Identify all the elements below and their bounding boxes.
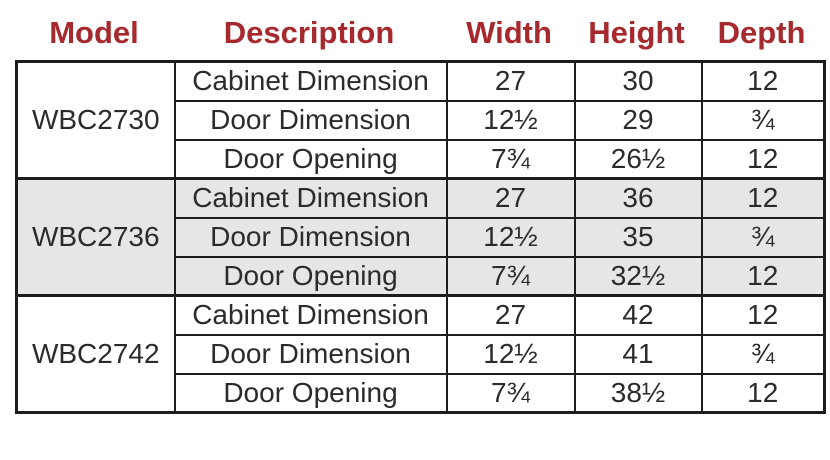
depth-cell: ¾ (702, 335, 825, 374)
model-cell: WBC2730 (17, 62, 175, 179)
height-cell: 29 (575, 101, 702, 140)
width-cell: 27 (447, 296, 575, 335)
column-header-description: Description (223, 15, 395, 50)
width-cell: 7¾ (447, 257, 575, 296)
depth-cell: 12 (702, 374, 825, 413)
column-header-depth: Depth (717, 15, 806, 50)
description-cell: Cabinet Dimension (175, 62, 447, 101)
width-cell: 7¾ (447, 374, 575, 413)
depth-cell: 12 (702, 296, 825, 335)
column-header-model: Model (49, 15, 139, 50)
description-cell: Door Opening (175, 257, 447, 296)
description-cell: Door Dimension (175, 218, 447, 257)
width-cell: 27 (447, 179, 575, 218)
width-cell: 12½ (447, 218, 575, 257)
width-cell: 27 (447, 62, 575, 101)
height-cell: 36 (575, 179, 702, 218)
width-cell: 12½ (447, 101, 575, 140)
table-row (17, 62, 825, 101)
description-cell: Door Opening (175, 374, 447, 413)
table-row (17, 179, 825, 218)
column-header-width: Width (466, 15, 552, 50)
width-cell: 7¾ (447, 140, 575, 179)
cabinet-spec-table (15, 60, 826, 414)
description-cell: Door Dimension (175, 335, 447, 374)
depth-cell: 12 (702, 62, 825, 101)
depth-cell: 12 (702, 140, 825, 179)
model-cell: WBC2742 (17, 296, 175, 413)
height-cell: 26½ (575, 140, 702, 179)
description-cell: Cabinet Dimension (175, 179, 447, 218)
description-cell: Door Dimension (175, 101, 447, 140)
model-group-wbc2730 (17, 62, 825, 179)
model-group-wbc2742 (17, 296, 825, 413)
height-cell: 32½ (575, 257, 702, 296)
table-header (15, 0, 823, 60)
height-cell: 41 (575, 335, 702, 374)
description-cell: Cabinet Dimension (175, 296, 447, 335)
column-header-height: Height (588, 15, 685, 50)
height-cell: 42 (575, 296, 702, 335)
width-cell: 12½ (447, 335, 575, 374)
height-cell: 30 (575, 62, 702, 101)
height-cell: 38½ (575, 374, 702, 413)
depth-cell: ¾ (702, 101, 825, 140)
table-row (17, 296, 825, 335)
description-cell: Door Opening (175, 140, 447, 179)
height-cell: 35 (575, 218, 702, 257)
depth-cell: 12 (702, 257, 825, 296)
depth-cell: 12 (702, 179, 825, 218)
depth-cell: ¾ (702, 218, 825, 257)
model-group-wbc2736 (17, 179, 825, 296)
model-cell: WBC2736 (17, 179, 175, 296)
